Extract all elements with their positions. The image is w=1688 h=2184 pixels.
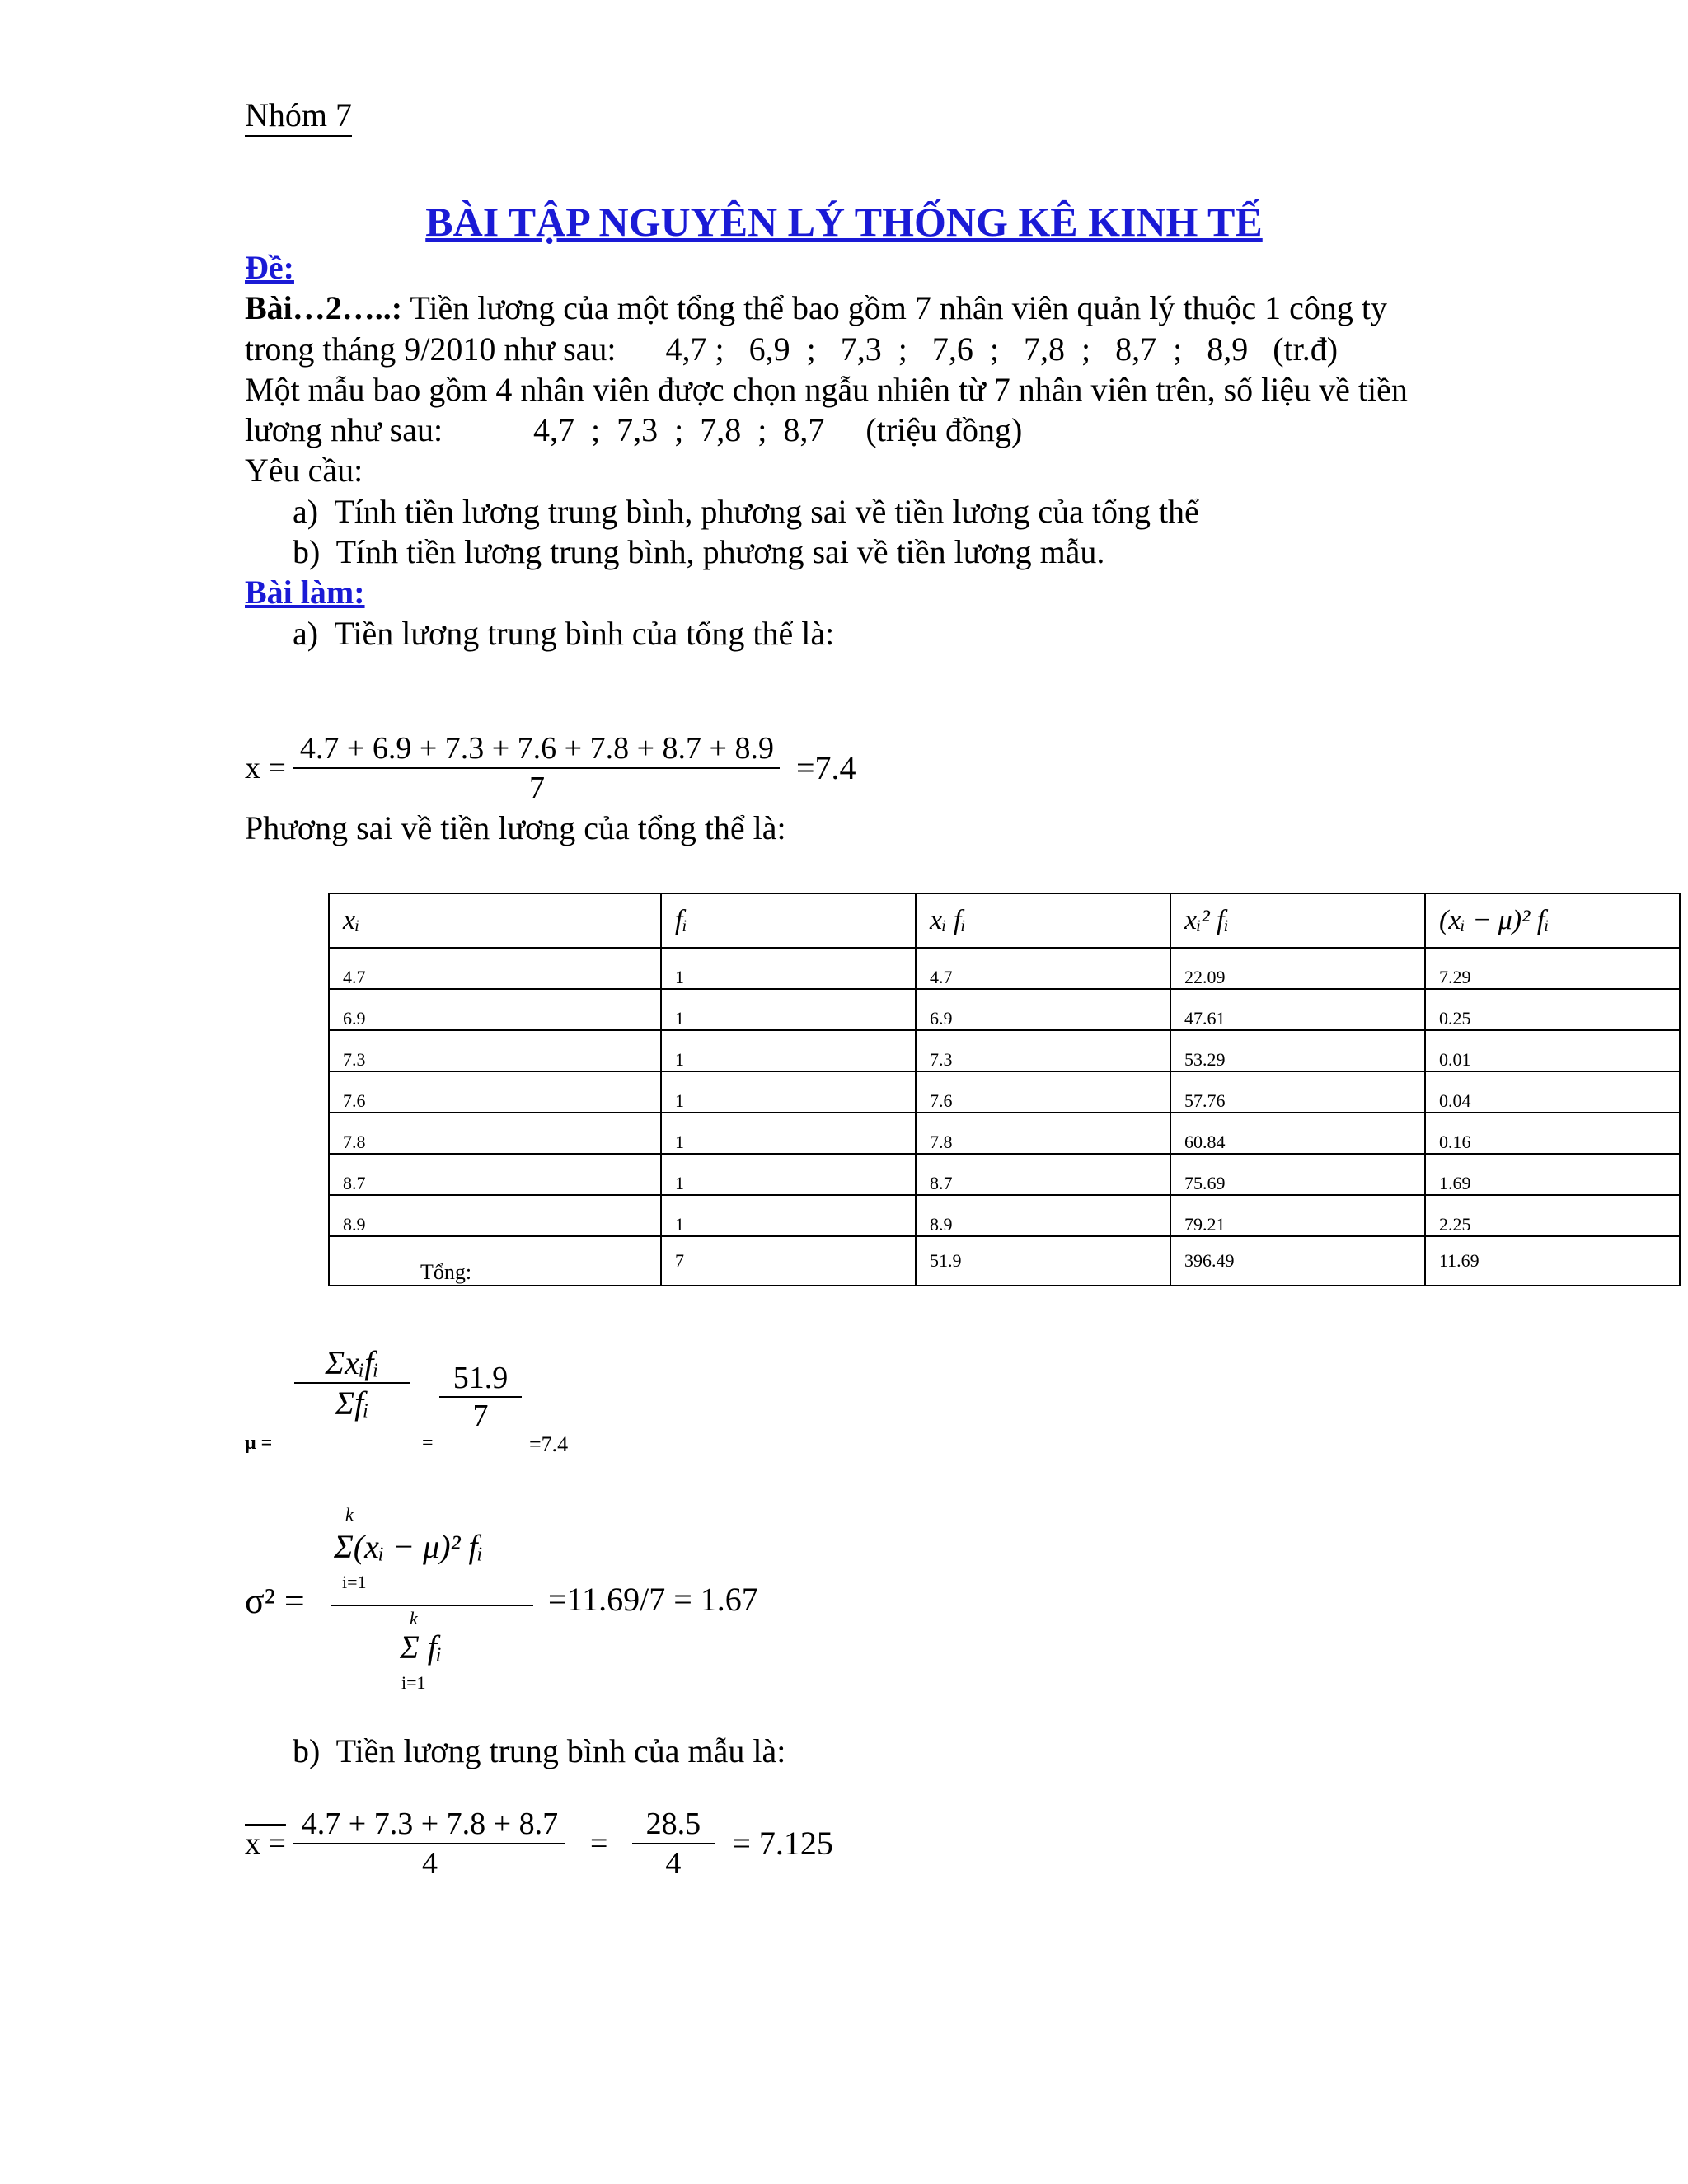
data-table: [328, 893, 1681, 1286]
sigma-fraction-bar: [331, 1605, 533, 1606]
sigma-upper-k: k: [345, 1504, 354, 1525]
table-total-row: [329, 1236, 1680, 1286]
sigma-result: =11.69/7 = 1.67: [548, 1581, 758, 1618]
table-header-row-cell: xᵢ fᵢ: [916, 893, 1170, 948]
mean-fraction: [293, 729, 780, 807]
sample-result: = 7.125: [732, 1825, 833, 1862]
table-row: [329, 1030, 1680, 1071]
part-a-label: a) Tiền lương trung bình của tổng thể là:: [293, 615, 835, 652]
problem-heading: Đề:: [245, 249, 294, 286]
requirement-b: b) Tính tiền lương trung bình, phương sai về tiền lương mẫu.: [293, 533, 1105, 570]
sigma-lhs: σ² =: [245, 1581, 305, 1621]
sample-denominator: 4: [421, 1846, 438, 1881]
requirement-a: a) Tính tiền lương trung bình, phương sai về tiền lương của tổng thể: [293, 493, 1199, 530]
table-row-cell: 7.8: [916, 1113, 1170, 1154]
part-b-label: b) Tiền lương trung bình của mẫu là:: [293, 1732, 786, 1769]
problem-line-1: [245, 288, 1387, 329]
table-row-cell: 7.29: [1425, 948, 1680, 989]
sample-numerator-value: 28.5: [632, 1805, 715, 1844]
table-header-row-cell: xᵢ² fᵢ: [1170, 893, 1425, 948]
table-row-cell: 7.6: [916, 1071, 1170, 1113]
sigma-denominator: Σ fᵢ: [400, 1629, 443, 1666]
table-row-cell: 7.8: [329, 1113, 661, 1154]
table-row-cell: 7.3: [916, 1030, 1170, 1071]
table-total-row-cell: 11.69: [1425, 1236, 1680, 1286]
table-row: [329, 1195, 1680, 1236]
population-mean-formula: [245, 729, 856, 807]
table-row-cell: 8.7: [329, 1154, 661, 1195]
table-row: [329, 1071, 1680, 1113]
table-row-cell: 57.76: [1170, 1071, 1425, 1113]
sigma-numerator: Σ(xᵢ − μ)² fᵢ: [334, 1528, 483, 1565]
problem-line-3: Một mẫu bao gồm 4 nhân viên được chọn ngẫu nhiên từ 7 nhân viên trên, số liệu về tiền: [245, 371, 1408, 408]
problem-text-1: Tiền lương của một tổng thể bao gồm 7 nhân viên quản lý thuộc 1 công ty: [402, 289, 1388, 326]
table-row-cell: 60.84: [1170, 1113, 1425, 1154]
mu-numerator-value: 51.9: [439, 1360, 522, 1398]
table-row-cell: 1: [661, 1030, 916, 1071]
table-row-cell: 8.9: [916, 1195, 1170, 1236]
table-total-row-cell: 7: [661, 1236, 916, 1286]
problem-line-2: trong tháng 9/2010 như sau: 4,7 ; 6,9 ; 7,3 ; 7,6 ; 7,8 ; 8,7 ; 8,9 (tr.đ): [245, 330, 1339, 368]
mu-lhs: μ =: [245, 1432, 273, 1454]
table-row-cell: 1: [661, 1113, 916, 1154]
table-header-row-cell: xᵢ: [329, 893, 661, 948]
table-row-cell: 7.6: [329, 1071, 661, 1113]
table-row-cell: 1: [661, 948, 916, 989]
table-row-cell: 75.69: [1170, 1154, 1425, 1195]
table-row-cell: 0.01: [1425, 1030, 1680, 1071]
group-label: Nhóm 7: [245, 96, 352, 137]
table-row-cell: 7.3: [329, 1030, 661, 1071]
sigma-lower-i1-den: i=1: [401, 1672, 426, 1693]
table-header-row: [329, 893, 1680, 948]
mu-fraction: [294, 1343, 410, 1422]
table-row: [329, 1113, 1680, 1154]
table-header-row-cell: (xᵢ − μ)² fᵢ: [1425, 893, 1680, 948]
sample-lhs: x =: [245, 1826, 286, 1861]
table-row-cell: 0.25: [1425, 989, 1680, 1030]
table-row-cell: 22.09: [1170, 948, 1425, 989]
mu-fraction-values: [439, 1360, 522, 1434]
table-row-cell: 47.61: [1170, 989, 1425, 1030]
table-row: [329, 948, 1680, 989]
table-header-row-cell: fᵢ: [661, 893, 916, 948]
page-title: BÀI TẬP NGUYÊN LÝ THỐNG KÊ KINH TẾ: [425, 199, 1263, 245]
mean-lhs: x =: [245, 751, 286, 785]
sample-denominator-value: 4: [665, 1846, 682, 1881]
table-row-cell: 2.25: [1425, 1195, 1680, 1236]
table-row: [329, 989, 1680, 1030]
table-row-cell: 1.69: [1425, 1154, 1680, 1195]
sample-fraction: [293, 1805, 565, 1882]
table-row: [329, 1154, 1680, 1195]
sample-numerator: 4.7 + 7.3 + 7.8 + 8.7: [293, 1805, 565, 1844]
table-row-cell: 1: [661, 1071, 916, 1113]
mean-result: =7.4: [795, 749, 856, 786]
mean-numerator: 4.7 + 6.9 + 7.3 + 7.6 + 7.8 + 8.7 + 8.9: [293, 729, 780, 769]
table-row-cell: 6.9: [329, 989, 661, 1030]
mu-result: =7.4: [529, 1432, 569, 1456]
table-row-cell: 0.04: [1425, 1071, 1680, 1113]
sample-mean-formula: [245, 1805, 833, 1882]
sample-fraction-values: [632, 1805, 715, 1882]
mu-denominator: Σfᵢ: [335, 1385, 369, 1422]
mu-equals: =: [422, 1432, 434, 1454]
table-row-cell: 4.7: [329, 948, 661, 989]
requirements-label: Yêu cầu:: [245, 452, 363, 489]
table-row-cell: 53.29: [1170, 1030, 1425, 1071]
mu-numerator: Σxᵢfᵢ: [294, 1343, 410, 1384]
table-row-cell: 1: [661, 1154, 916, 1195]
table-row-cell: 4.7: [916, 948, 1170, 989]
mean-denominator: 7: [528, 771, 545, 805]
table-row-cell: 0.16: [1425, 1113, 1680, 1154]
table-row-cell: 8.7: [916, 1154, 1170, 1195]
table-total-row-cell: 51.9: [916, 1236, 1170, 1286]
sigma-lower-k: k: [410, 1608, 418, 1629]
problem-label: Bài…2…..:: [245, 289, 403, 326]
problem-line-4: lương như sau: 4,7 ; 7,3 ; 7,8 ; 8,7 (triệu đồng): [245, 411, 1023, 448]
mu-denominator-value: 7: [472, 1399, 489, 1433]
table-total-row-cell: Tổng:: [329, 1236, 661, 1286]
table-row-cell: 1: [661, 989, 916, 1030]
table-row-cell: 1: [661, 1195, 916, 1236]
table-row-cell: 79.21: [1170, 1195, 1425, 1236]
table-row-cell: 8.9: [329, 1195, 661, 1236]
table-total-row-cell: 396.49: [1170, 1236, 1425, 1286]
table-row-cell: 6.9: [916, 989, 1170, 1030]
sigma-lower-i1: i=1: [342, 1572, 367, 1592]
solution-heading: Bài làm:: [245, 574, 365, 611]
variance-intro: Phương sai về tiền lương của tổng thể là:: [245, 809, 786, 846]
sample-equals: =: [589, 1826, 608, 1861]
